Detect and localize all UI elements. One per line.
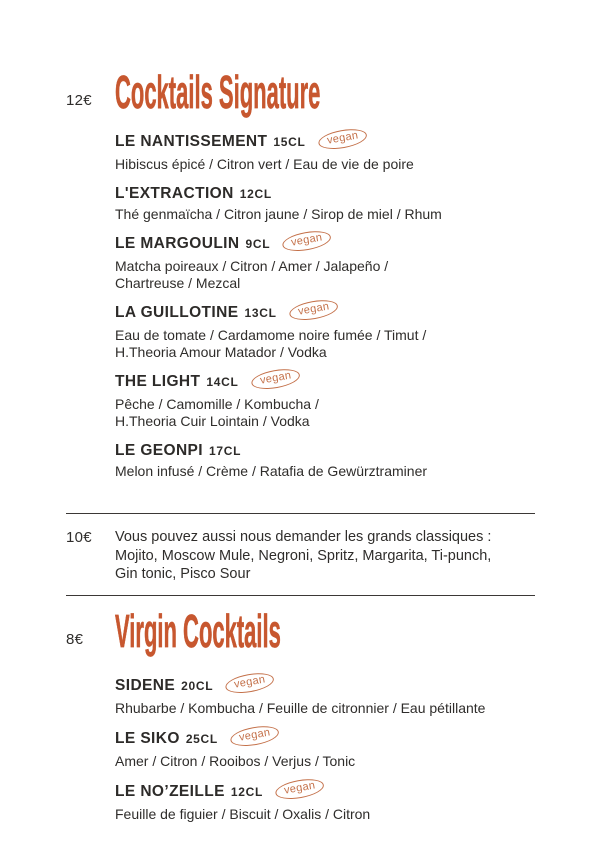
- item-name: THE LIGHT: [115, 373, 201, 390]
- menu-item: [115, 672, 600, 717]
- item-desc-line: H.Theoria Cuir Lointain / Vodka: [115, 413, 310, 429]
- vegan-badge: vegan: [224, 669, 276, 695]
- item-size: 9CL: [245, 237, 271, 251]
- menu-item: [115, 129, 600, 173]
- menu-item-header: [115, 300, 600, 324]
- item-name: LE MARGOULIN: [115, 235, 240, 252]
- menu-item: [115, 725, 600, 770]
- item-description: [115, 206, 600, 223]
- item-name: LE NANTISSEMENT: [115, 133, 268, 150]
- classics-price: 10€: [66, 529, 92, 546]
- item-size: 14CL: [206, 375, 239, 389]
- signature-price: 12€: [66, 92, 92, 109]
- classics-text-line: Vous pouvez aussi nous demander les grands classiques :: [115, 529, 492, 545]
- section-cocktails-signature: [66, 66, 600, 480]
- virgin-price: 8€: [66, 630, 84, 648]
- item-size: 17CL: [209, 444, 242, 458]
- item-size: 20CL: [181, 678, 214, 693]
- vegan-badge: vegan: [250, 366, 302, 392]
- divider-bottom: [66, 595, 535, 596]
- item-desc-line: Hibiscus épicé / Citron vert / Eau de vie de poire: [115, 156, 414, 172]
- signature-item-list: [115, 129, 600, 480]
- menu-item-header: [115, 672, 600, 697]
- item-desc-line: Amer / Citron / Rooibos / Verjus / Tonic: [115, 752, 356, 769]
- item-desc-line: Matcha poireaux / Citron / Amer / Jalapeño /: [115, 258, 389, 274]
- item-desc-line: Pêche / Camomille / Kombucha /: [115, 396, 319, 412]
- item-description: [115, 156, 600, 173]
- menu-item-header: [115, 129, 600, 153]
- classics-text-line: Mojito, Moscow Mule, Negroni, Spritz, Margarita, Ti-punch,: [115, 547, 492, 564]
- signature-title: Cocktails Signature: [115, 66, 321, 119]
- classics-text: [115, 528, 491, 584]
- menu-item: [115, 442, 600, 480]
- item-name: LE GEONPI: [115, 442, 204, 459]
- menu-item-header: [115, 778, 600, 803]
- section-classics: [66, 513, 535, 596]
- item-description: [115, 463, 600, 480]
- menu-item-header: [115, 725, 600, 750]
- item-desc-line: H.Theoria Amour Matador / Vodka: [115, 344, 327, 360]
- item-description: [115, 258, 600, 292]
- item-desc-line: Rhubarbe / Kombucha / Feuille de citronnier / Eau pétillante: [115, 699, 486, 716]
- classics-text-line: Gin tonic, Pisco Sour: [115, 566, 251, 582]
- menu-item-header: [115, 442, 600, 460]
- item-description: [115, 396, 600, 430]
- item-name: SIDENE: [115, 676, 176, 694]
- vegan-badge: vegan: [274, 775, 326, 801]
- item-name: LE NO’ZEILLE: [115, 782, 225, 800]
- menu-item: [115, 185, 600, 223]
- item-description: [115, 806, 600, 823]
- item-name: LE SIKO: [115, 729, 180, 747]
- item-desc-line: Eau de tomate / Cardamome noire fumée / Timut /: [115, 327, 427, 343]
- menu-item: [115, 231, 600, 292]
- virgin-title: Virgin Cocktails: [115, 604, 281, 657]
- item-description: [115, 753, 600, 770]
- item-size: 13CL: [244, 306, 277, 320]
- menu-item-header: [115, 369, 600, 393]
- menu-item: [115, 300, 600, 361]
- menu-item-header: [115, 185, 600, 203]
- vegan-badge: vegan: [281, 228, 333, 254]
- item-size: 25CL: [185, 731, 218, 746]
- item-desc-line: Chartreuse / Mezcal: [115, 275, 241, 291]
- signature-header: [66, 66, 600, 119]
- vegan-badge: vegan: [317, 126, 369, 152]
- classics-row: [66, 514, 535, 595]
- virgin-item-list: [115, 672, 600, 823]
- item-name: LA GUILLOTINE: [115, 304, 239, 321]
- item-desc-line: Feuille de figuier / Biscuit / Oxalis / Citron: [115, 805, 371, 822]
- item-size: 12CL: [230, 784, 264, 799]
- menu-item-header: [115, 231, 600, 255]
- item-desc-line: Melon infusé / Crème / Ratafia de Gewürztraminer: [115, 463, 428, 479]
- menu-item: [115, 778, 600, 823]
- item-description: [115, 327, 600, 361]
- item-desc-line: Thé genmaïcha / Citron jaune / Sirop de miel / Rhum: [115, 206, 442, 222]
- item-name: L'EXTRACTION: [115, 185, 234, 202]
- item-size: 12CL: [239, 187, 272, 201]
- virgin-header: [66, 604, 600, 657]
- section-virgin-cocktails: [66, 604, 600, 823]
- menu-item: [115, 369, 600, 430]
- vegan-badge: vegan: [288, 297, 340, 323]
- vegan-badge: vegan: [229, 722, 281, 748]
- item-description: [115, 700, 600, 717]
- item-size: 15CL: [273, 135, 306, 149]
